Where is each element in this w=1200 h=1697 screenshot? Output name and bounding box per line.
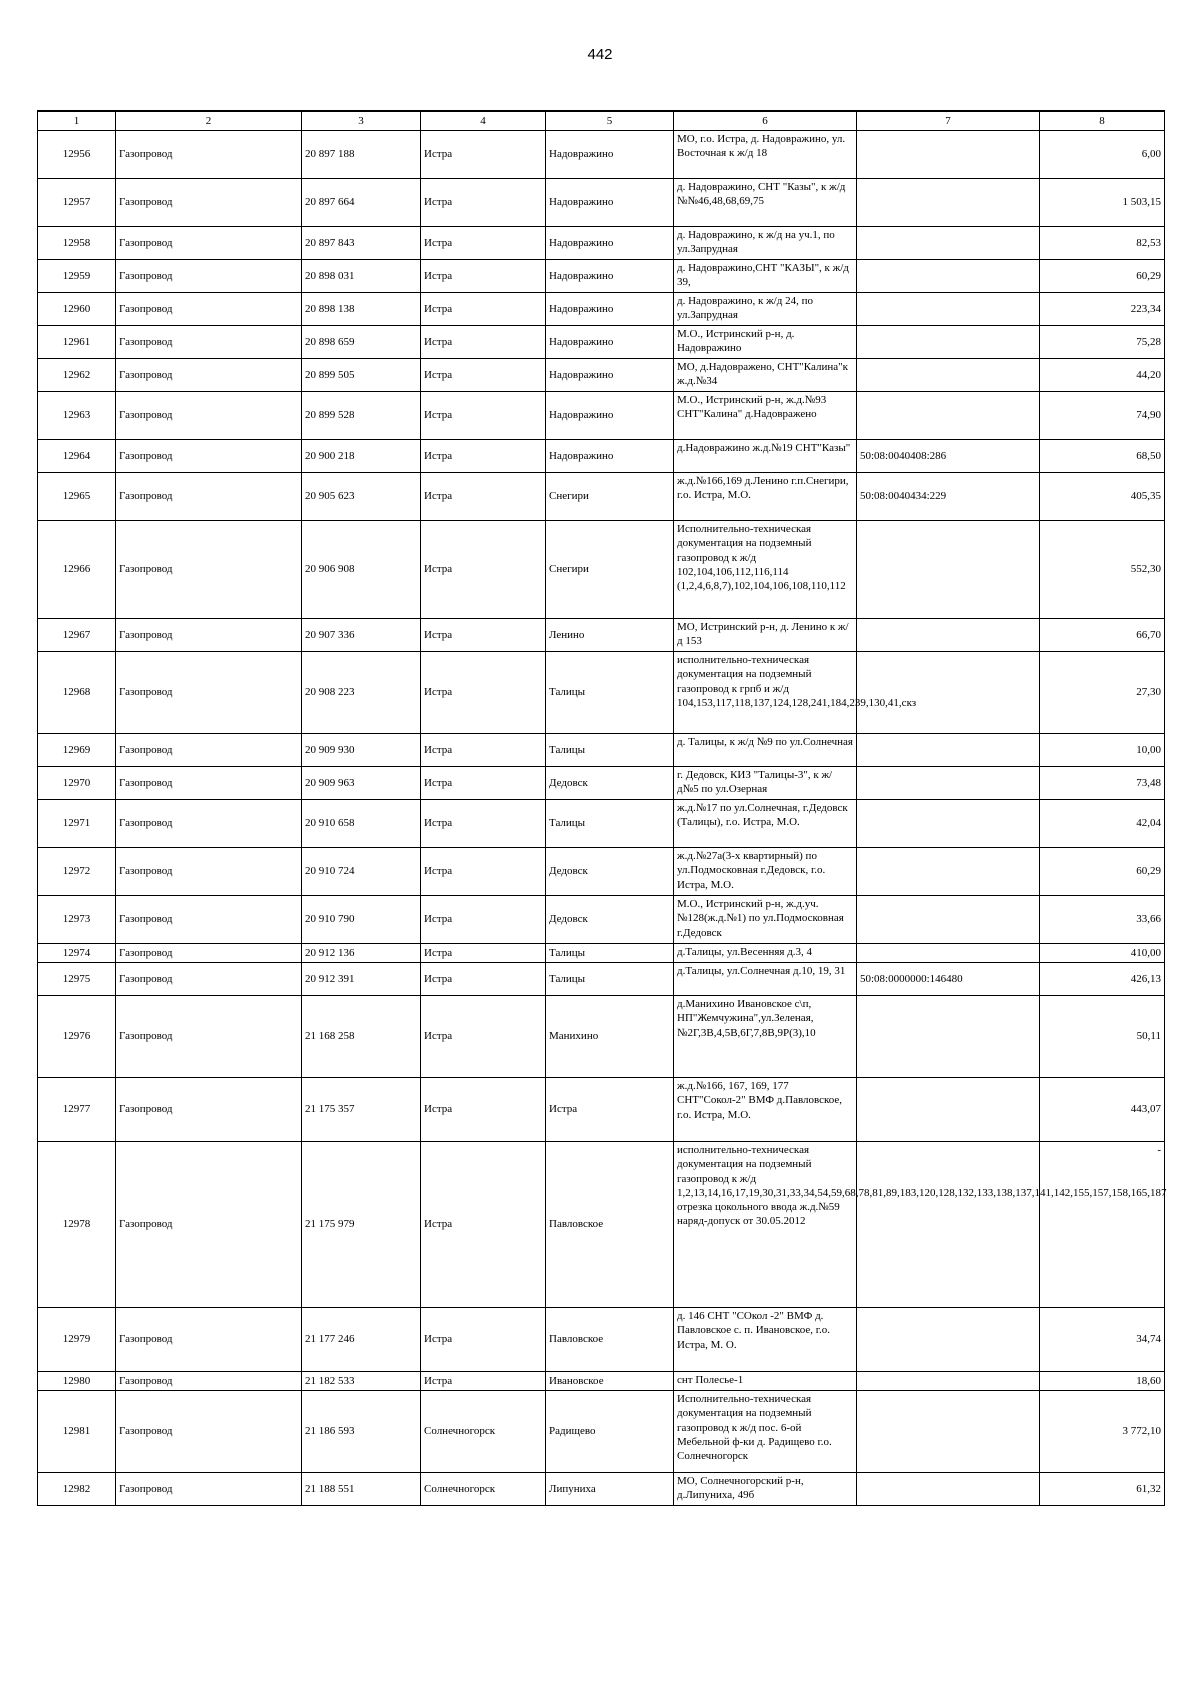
object-type-cell: Газопровод bbox=[116, 440, 302, 473]
object-type-cell: Газопровод bbox=[116, 619, 302, 652]
address-cell: д. Талицы, к ж/д №9 по ул.Солнечная bbox=[674, 734, 857, 767]
row-number-cell: 12969 bbox=[38, 734, 116, 767]
object-type-cell: Газопровод bbox=[116, 392, 302, 440]
locality-cell: Снегири bbox=[546, 521, 674, 619]
object-code-cell: 20 899 505 bbox=[302, 359, 421, 392]
locality-cell: Надовражино bbox=[546, 179, 674, 227]
address-cell: д.Талицы, ул.Весенняя д.3, 4 bbox=[674, 944, 857, 963]
address-cell: д.Манихино Ивановское с\п, НП"Жемчужина",ул.Зеленая, №2Г,3В,4,5В,6Г,7,8В,9Р(3),10 bbox=[674, 996, 857, 1078]
object-code-cell: 20 897 188 bbox=[302, 131, 421, 179]
table-row bbox=[38, 392, 1165, 440]
cadastral-number-cell bbox=[857, 227, 1040, 260]
object-code-cell: 20 905 623 bbox=[302, 473, 421, 521]
district-cell: Истра bbox=[421, 1078, 546, 1142]
length-value-cell: 60,29 bbox=[1040, 260, 1165, 293]
object-code-cell: 20 910 790 bbox=[302, 896, 421, 944]
district-cell: Истра bbox=[421, 179, 546, 227]
address-cell: д. Надовражино, СНТ "Казы", к ж/д №№46,48,68,69,75 bbox=[674, 179, 857, 227]
row-number-cell: 12958 bbox=[38, 227, 116, 260]
district-cell: Истра bbox=[421, 896, 546, 944]
table-row bbox=[38, 1308, 1165, 1372]
object-code-cell: 20 908 223 bbox=[302, 652, 421, 734]
length-value-cell: 74,90 bbox=[1040, 392, 1165, 440]
district-cell: Истра bbox=[421, 359, 546, 392]
table-row bbox=[38, 944, 1165, 963]
table-row bbox=[38, 1078, 1165, 1142]
address-cell: д.Талицы, ул.Солнечная д.10, 19, 31 bbox=[674, 963, 857, 996]
cadastral-number-cell bbox=[857, 767, 1040, 800]
length-value-cell: 443,07 bbox=[1040, 1078, 1165, 1142]
object-code-cell: 20 906 908 bbox=[302, 521, 421, 619]
table-row bbox=[38, 619, 1165, 652]
row-number-cell: 12956 bbox=[38, 131, 116, 179]
address-cell: ж.д.№166, 167, 169, 177 СНТ"Сокол-2" ВМФ д.Павловское, г.о. Истра, М.О. bbox=[674, 1078, 857, 1142]
column-header: 3 bbox=[302, 111, 421, 131]
address-cell: МО, г.о. Истра, д. Надовражино, ул. Восточная к ж/д 18 bbox=[674, 131, 857, 179]
address-cell: МО, Солнечногорский р-н, д.Липуниха, 49б bbox=[674, 1473, 857, 1506]
length-value-cell: - bbox=[1040, 1142, 1165, 1308]
cadastral-number-cell bbox=[857, 521, 1040, 619]
cadastral-number-cell bbox=[857, 1142, 1040, 1308]
address-cell: д. Надовражино,СНТ "КАЗЫ", к ж/д 39, bbox=[674, 260, 857, 293]
district-cell: Истра bbox=[421, 848, 546, 896]
row-number-cell: 12965 bbox=[38, 473, 116, 521]
length-value-cell: 66,70 bbox=[1040, 619, 1165, 652]
address-cell: ж.д.№166,169 д.Ленино г.п.Снегири, г.о. Истра, М.О. bbox=[674, 473, 857, 521]
object-type-cell: Газопровод bbox=[116, 896, 302, 944]
object-type-cell: Газопровод bbox=[116, 1308, 302, 1372]
table-row bbox=[38, 1372, 1165, 1391]
address-cell: ж.д.№27а(3-х квартирный) по ул.Подмосковная г.Дедовск, г.о. Истра, М.О. bbox=[674, 848, 857, 896]
object-code-cell: 21 188 551 bbox=[302, 1473, 421, 1506]
row-number-cell: 12963 bbox=[38, 392, 116, 440]
object-code-cell: 20 898 659 bbox=[302, 326, 421, 359]
object-code-cell: 21 177 246 bbox=[302, 1308, 421, 1372]
column-header: 2 bbox=[116, 111, 302, 131]
length-value-cell: 223,34 bbox=[1040, 293, 1165, 326]
address-cell: д. Надовражино, к ж/д 24, по ул.Запрудная bbox=[674, 293, 857, 326]
district-cell: Истра bbox=[421, 293, 546, 326]
table-row bbox=[38, 260, 1165, 293]
object-type-cell: Газопровод bbox=[116, 944, 302, 963]
table-row bbox=[38, 440, 1165, 473]
cadastral-number-cell bbox=[857, 944, 1040, 963]
object-type-cell: Газопровод bbox=[116, 800, 302, 848]
column-header: 8 bbox=[1040, 111, 1165, 131]
column-header: 5 bbox=[546, 111, 674, 131]
district-cell: Истра bbox=[421, 326, 546, 359]
row-number-cell: 12961 bbox=[38, 326, 116, 359]
row-number-cell: 12972 bbox=[38, 848, 116, 896]
object-type-cell: Газопровод bbox=[116, 1473, 302, 1506]
column-header: 7 bbox=[857, 111, 1040, 131]
address-cell: г. Дедовск, КИЗ "Талицы-3", к ж/д№5 по ул.Озерная bbox=[674, 767, 857, 800]
row-number-cell: 12970 bbox=[38, 767, 116, 800]
row-number-cell: 12975 bbox=[38, 963, 116, 996]
district-cell: Истра bbox=[421, 392, 546, 440]
address-cell: д.Надовражино ж.д.№19 СНТ"Казы" bbox=[674, 440, 857, 473]
object-type-cell: Газопровод bbox=[116, 767, 302, 800]
row-number-cell: 12978 bbox=[38, 1142, 116, 1308]
address-cell: д. Надовражино, к ж/д на уч.1, по ул.Запрудная bbox=[674, 227, 857, 260]
cadastral-number-cell: 50:08:0040434:229 bbox=[857, 473, 1040, 521]
cadastral-number-cell bbox=[857, 1078, 1040, 1142]
table-row bbox=[38, 521, 1165, 619]
address-cell: М.О., Истринский р-н, ж.д.уч.№128(ж.д.№1) по ул.Подмосковная г.Дедовск bbox=[674, 896, 857, 944]
page-number: 442 bbox=[587, 46, 613, 63]
table-row bbox=[38, 652, 1165, 734]
locality-cell: Талицы bbox=[546, 963, 674, 996]
cadastral-number-cell bbox=[857, 293, 1040, 326]
cadastral-number-cell bbox=[857, 896, 1040, 944]
table-row bbox=[38, 326, 1165, 359]
length-value-cell: 6,00 bbox=[1040, 131, 1165, 179]
row-number-cell: 12966 bbox=[38, 521, 116, 619]
length-value-cell: 75,28 bbox=[1040, 326, 1165, 359]
row-number-cell: 12960 bbox=[38, 293, 116, 326]
object-code-cell: 20 898 031 bbox=[302, 260, 421, 293]
cadastral-number-cell bbox=[857, 392, 1040, 440]
locality-cell: Дедовск bbox=[546, 767, 674, 800]
district-cell: Истра bbox=[421, 1308, 546, 1372]
cadastral-number-cell bbox=[857, 619, 1040, 652]
table-row bbox=[38, 896, 1165, 944]
district-cell: Истра bbox=[421, 473, 546, 521]
cadastral-number-cell bbox=[857, 1391, 1040, 1473]
row-number-cell: 12959 bbox=[38, 260, 116, 293]
length-value-cell: 61,32 bbox=[1040, 1473, 1165, 1506]
header-row bbox=[38, 111, 1165, 131]
district-cell: Истра bbox=[421, 440, 546, 473]
district-cell: Истра bbox=[421, 996, 546, 1078]
cadastral-number-cell bbox=[857, 131, 1040, 179]
table-row bbox=[38, 131, 1165, 179]
object-code-cell: 20 897 664 bbox=[302, 179, 421, 227]
column-header: 4 bbox=[421, 111, 546, 131]
table-row bbox=[38, 227, 1165, 260]
object-type-cell: Газопровод bbox=[116, 260, 302, 293]
row-number-cell: 12977 bbox=[38, 1078, 116, 1142]
locality-cell: Ленино bbox=[546, 619, 674, 652]
row-number-cell: 12976 bbox=[38, 996, 116, 1078]
length-value-cell: 50,11 bbox=[1040, 996, 1165, 1078]
object-code-cell: 21 182 533 bbox=[302, 1372, 421, 1391]
cadastral-number-cell bbox=[857, 260, 1040, 293]
locality-cell: Надовражино bbox=[546, 392, 674, 440]
district-cell: Истра bbox=[421, 227, 546, 260]
length-value-cell: 410,00 bbox=[1040, 944, 1165, 963]
length-value-cell: 1 503,15 bbox=[1040, 179, 1165, 227]
locality-cell: Надовражино bbox=[546, 326, 674, 359]
length-value-cell: 34,74 bbox=[1040, 1308, 1165, 1372]
locality-cell: Талицы bbox=[546, 800, 674, 848]
address-cell: МО, д.Надовражено, СНТ"Калина"к ж.д.№34 bbox=[674, 359, 857, 392]
length-value-cell: 3 772,10 bbox=[1040, 1391, 1165, 1473]
address-cell: МО, Истринский р-н, д. Ленино к ж/д 153 bbox=[674, 619, 857, 652]
locality-cell: Ивановское bbox=[546, 1372, 674, 1391]
object-code-cell: 20 912 136 bbox=[302, 944, 421, 963]
object-type-cell: Газопровод bbox=[116, 179, 302, 227]
table-row bbox=[38, 293, 1165, 326]
length-value-cell: 33,66 bbox=[1040, 896, 1165, 944]
object-code-cell: 21 175 979 bbox=[302, 1142, 421, 1308]
table-row bbox=[38, 359, 1165, 392]
length-value-cell: 18,60 bbox=[1040, 1372, 1165, 1391]
district-cell: Истра bbox=[421, 619, 546, 652]
length-value-cell: 68,50 bbox=[1040, 440, 1165, 473]
table-row bbox=[38, 800, 1165, 848]
cadastral-number-cell: 50:08:0040408:286 bbox=[857, 440, 1040, 473]
table-row bbox=[38, 848, 1165, 896]
locality-cell: Надовражино bbox=[546, 440, 674, 473]
cadastral-number-cell bbox=[857, 326, 1040, 359]
address-cell: снт Полесье-1 bbox=[674, 1372, 857, 1391]
row-number-cell: 12964 bbox=[38, 440, 116, 473]
row-number-cell: 12973 bbox=[38, 896, 116, 944]
cadastral-number-cell bbox=[857, 996, 1040, 1078]
locality-cell: Истра bbox=[546, 1078, 674, 1142]
length-value-cell: 60,29 bbox=[1040, 848, 1165, 896]
locality-cell: Павловское bbox=[546, 1142, 674, 1308]
object-type-cell: Газопровод bbox=[116, 131, 302, 179]
district-cell: Истра bbox=[421, 734, 546, 767]
address-cell: исполнительно-техническая документация на подземный газопровод к грпб и ж/д 104,153,117,118,137,124,128,241,184,239,130,41,скз bbox=[674, 652, 857, 734]
row-number-cell: 12971 bbox=[38, 800, 116, 848]
row-number-cell: 12962 bbox=[38, 359, 116, 392]
object-type-cell: Газопровод bbox=[116, 996, 302, 1078]
row-number-cell: 12980 bbox=[38, 1372, 116, 1391]
object-type-cell: Газопровод bbox=[116, 227, 302, 260]
district-cell: Истра bbox=[421, 963, 546, 996]
table-row bbox=[38, 767, 1165, 800]
locality-cell: Надовражино bbox=[546, 131, 674, 179]
cadastral-number-cell bbox=[857, 179, 1040, 227]
object-type-cell: Газопровод bbox=[116, 1078, 302, 1142]
row-number-cell: 12968 bbox=[38, 652, 116, 734]
address-cell: М.О., Истринский р-н, ж.д.№93 СНТ"Калина" д.Надовражено bbox=[674, 392, 857, 440]
table-row bbox=[38, 473, 1165, 521]
table-row bbox=[38, 734, 1165, 767]
cadastral-number-cell bbox=[857, 1308, 1040, 1372]
table-row bbox=[38, 996, 1165, 1078]
object-code-cell: 20 900 218 bbox=[302, 440, 421, 473]
address-cell: ж.д.№17 по ул.Солнечная, г.Дедовск (Талицы), г.о. Истра, М.О. bbox=[674, 800, 857, 848]
address-cell: исполнительно-техническая документация на подземный газопровод к ж/д 1,2,13,14,16,17,19,30,31,33,34,54,59,68,78,81,89,183,120,128,132,133,138,137,141,142,155,157,158,165,187 отрезка цокольного ввода ж.д.№59 наряд-допуск от 30.05.2012 bbox=[674, 1142, 857, 1308]
district-cell: Истра bbox=[421, 260, 546, 293]
district-cell: Истра bbox=[421, 800, 546, 848]
object-type-cell: Газопровод bbox=[116, 1372, 302, 1391]
locality-cell: Снегири bbox=[546, 473, 674, 521]
object-code-cell: 20 909 963 bbox=[302, 767, 421, 800]
length-value-cell: 552,30 bbox=[1040, 521, 1165, 619]
object-code-cell: 21 175 357 bbox=[302, 1078, 421, 1142]
column-header: 1 bbox=[38, 111, 116, 131]
object-type-cell: Газопровод bbox=[116, 848, 302, 896]
locality-cell: Манихино bbox=[546, 996, 674, 1078]
row-number-cell: 12967 bbox=[38, 619, 116, 652]
table-row bbox=[38, 179, 1165, 227]
cadastral-number-cell bbox=[857, 848, 1040, 896]
object-type-cell: Газопровод bbox=[116, 1142, 302, 1308]
object-type-cell: Газопровод bbox=[116, 293, 302, 326]
object-code-cell: 20 910 724 bbox=[302, 848, 421, 896]
address-cell: Исполнительно-техническая документация на подземный газопровод к ж/д 102,104,106,112,116,114 (1,2,4,6,8,7),102,104,106,108,110,112 bbox=[674, 521, 857, 619]
district-cell: Солнечногорск bbox=[421, 1473, 546, 1506]
table-row bbox=[38, 1142, 1165, 1308]
column-header: 6 bbox=[674, 111, 857, 131]
table-row bbox=[38, 1473, 1165, 1506]
district-cell: Истра bbox=[421, 1142, 546, 1308]
length-value-cell: 10,00 bbox=[1040, 734, 1165, 767]
cadastral-number-cell bbox=[857, 359, 1040, 392]
cadastral-number-cell bbox=[857, 1473, 1040, 1506]
length-value-cell: 405,35 bbox=[1040, 473, 1165, 521]
locality-cell: Талицы bbox=[546, 944, 674, 963]
object-type-cell: Газопровод bbox=[116, 1391, 302, 1473]
object-type-cell: Газопровод bbox=[116, 359, 302, 392]
row-number-cell: 12957 bbox=[38, 179, 116, 227]
object-code-cell: 20 898 138 bbox=[302, 293, 421, 326]
district-cell: Истра bbox=[421, 652, 546, 734]
object-type-cell: Газопровод bbox=[116, 734, 302, 767]
object-type-cell: Газопровод bbox=[116, 521, 302, 619]
address-cell: Исполнительно-техническая документация на подземный газопровод к ж/д пос. 6-ой Мебельной ф-ки д. Радищево г.о. Солнечногорск bbox=[674, 1391, 857, 1473]
locality-cell: Павловское bbox=[546, 1308, 674, 1372]
row-number-cell: 12981 bbox=[38, 1391, 116, 1473]
locality-cell: Талицы bbox=[546, 734, 674, 767]
length-value-cell: 44,20 bbox=[1040, 359, 1165, 392]
district-cell: Истра bbox=[421, 944, 546, 963]
cadastral-number-cell bbox=[857, 1372, 1040, 1391]
object-code-cell: 20 907 336 bbox=[302, 619, 421, 652]
locality-cell: Надовражино bbox=[546, 227, 674, 260]
locality-cell: Радищево bbox=[546, 1391, 674, 1473]
locality-cell: Надовражино bbox=[546, 293, 674, 326]
cadastral-number-cell bbox=[857, 800, 1040, 848]
district-cell: Истра bbox=[421, 521, 546, 619]
length-value-cell: 426,13 bbox=[1040, 963, 1165, 996]
length-value-cell: 82,53 bbox=[1040, 227, 1165, 260]
district-cell: Истра bbox=[421, 131, 546, 179]
object-code-cell: 20 897 843 bbox=[302, 227, 421, 260]
row-number-cell: 12979 bbox=[38, 1308, 116, 1372]
object-type-cell: Газопровод bbox=[116, 963, 302, 996]
locality-cell: Талицы bbox=[546, 652, 674, 734]
cadastral-number-cell bbox=[857, 652, 1040, 734]
object-code-cell: 20 910 658 bbox=[302, 800, 421, 848]
row-number-cell: 12974 bbox=[38, 944, 116, 963]
district-cell: Солнечногорск bbox=[421, 1391, 546, 1473]
object-code-cell: 20 909 930 bbox=[302, 734, 421, 767]
district-cell: Истра bbox=[421, 767, 546, 800]
table-row bbox=[38, 963, 1165, 996]
length-value-cell: 73,48 bbox=[1040, 767, 1165, 800]
object-code-cell: 21 168 258 bbox=[302, 996, 421, 1078]
length-value-cell: 42,04 bbox=[1040, 800, 1165, 848]
row-number-cell: 12982 bbox=[38, 1473, 116, 1506]
object-type-cell: Газопровод bbox=[116, 473, 302, 521]
object-type-cell: Газопровод bbox=[116, 326, 302, 359]
length-value-cell: 27,30 bbox=[1040, 652, 1165, 734]
object-code-cell: 20 899 528 bbox=[302, 392, 421, 440]
address-cell: М.О., Истринский р-н, д. Надовражино bbox=[674, 326, 857, 359]
registry-table bbox=[37, 110, 1165, 1506]
cadastral-number-cell: 50:08:0000000:146480 bbox=[857, 963, 1040, 996]
locality-cell: Липуниха bbox=[546, 1473, 674, 1506]
locality-cell: Надовражино bbox=[546, 260, 674, 293]
cadastral-number-cell bbox=[857, 734, 1040, 767]
table-row bbox=[38, 1391, 1165, 1473]
locality-cell: Дедовск bbox=[546, 896, 674, 944]
district-cell: Истра bbox=[421, 1372, 546, 1391]
object-code-cell: 20 912 391 bbox=[302, 963, 421, 996]
locality-cell: Надовражино bbox=[546, 359, 674, 392]
address-cell: д. 146 СНТ "СОкол -2" ВМФ д. Павловское с. п. Ивановское, г.о. Истра, М. О. bbox=[674, 1308, 857, 1372]
locality-cell: Дедовск bbox=[546, 848, 674, 896]
object-type-cell: Газопровод bbox=[116, 652, 302, 734]
object-code-cell: 21 186 593 bbox=[302, 1391, 421, 1473]
